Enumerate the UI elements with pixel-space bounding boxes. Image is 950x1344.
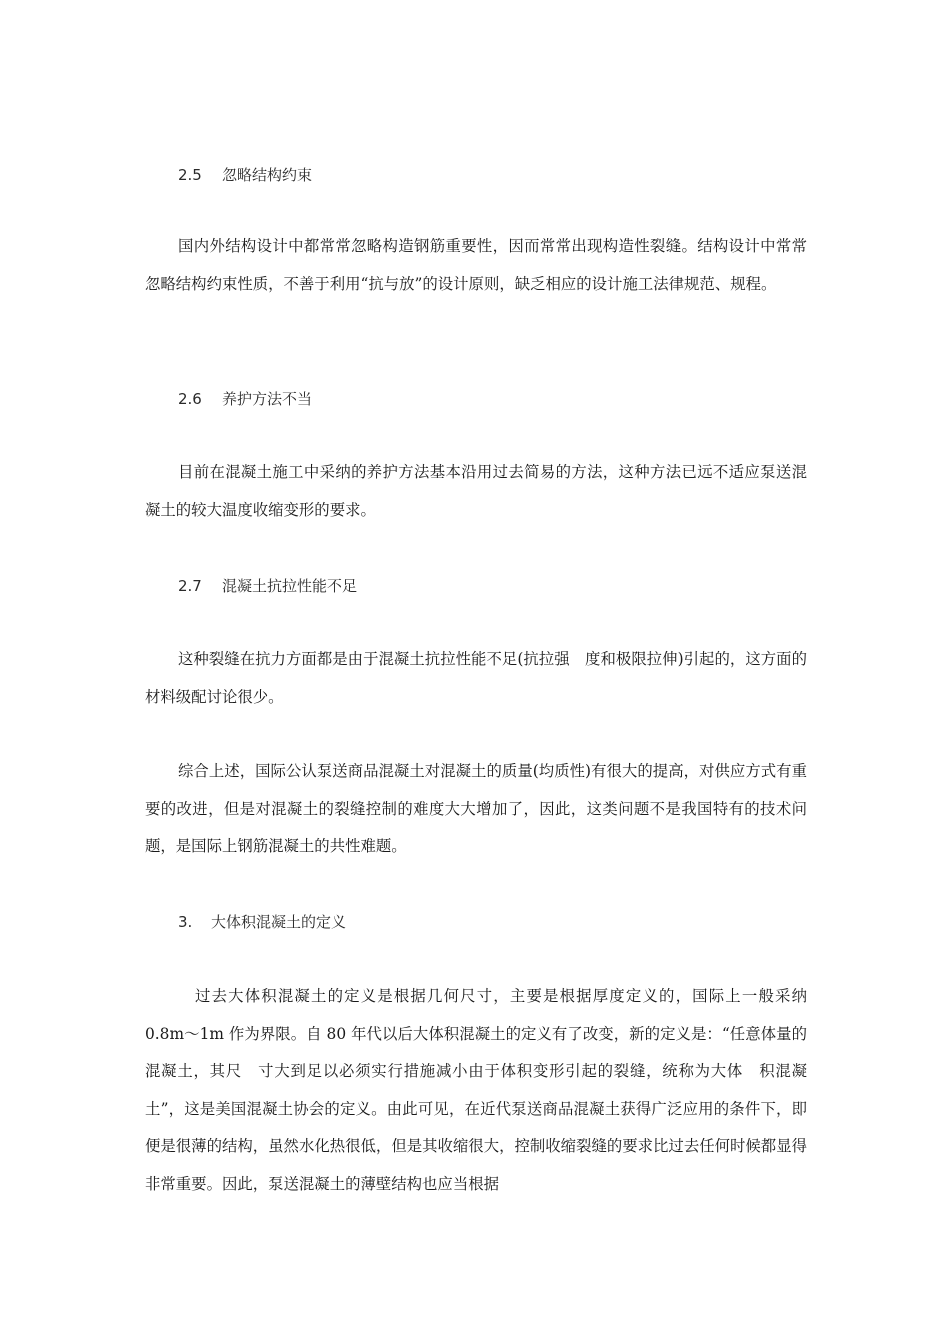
section-title: 大体积混凝土的定义 xyxy=(211,913,347,931)
section-title: 忽略结构约束 xyxy=(222,166,313,184)
paragraph-tensile-performance: 这种裂缝在抗力方面都是由于混凝土抗拉性能不足(抗拉强 度和极限拉伸)引起的，这方面的材料级配讨论很少。 xyxy=(145,650,807,706)
section-title: 养护方法不当 xyxy=(222,390,313,408)
section-title: 混凝土抗拉性能不足 xyxy=(222,577,358,595)
section-heading-2-5 xyxy=(178,164,312,185)
section-heading-2-6 xyxy=(178,388,312,409)
paragraph-mass-concrete-definition: 过去大体积混凝土的定义是根据几何尺寸，主要是根据厚度定义的，国际上一般采纳 0.8m～1m 作为界限。自 80 年代以后大体积混凝土的定义有了改变，新的定义是：“任意体量的混凝土，其尺 寸大到足以必须实行措施减小由于体积变形引起的裂缝，统称为大体 积混凝土”，这是美国混凝土协会的定义。由此可见，在近代泵送商品混凝土获得广泛应用的条件下，即便是很薄的结构，虽然水化热很低，但是其收缩很大，控制收缩裂缝的要求比过去任何时候都显得非常重要。因此，泵送混凝土的薄壁结构也应当根据 xyxy=(145,987,807,1193)
section-number: 2.7 xyxy=(178,577,202,595)
section-heading-2-7 xyxy=(178,575,357,596)
section-heading-3 xyxy=(178,911,346,932)
paragraph-curing-method: 目前在混凝土施工中采纳的养护方法基本沿用过去简易的方法，这种方法已远不适应泵送混凝土的较大温度收缩变形的要求。 xyxy=(145,463,807,519)
section-number: 3. xyxy=(178,913,193,931)
section-number: 2.5 xyxy=(178,166,202,184)
section-number: 2.6 xyxy=(178,390,202,408)
paragraph-structural-constraint: 国内外结构设计中都常常忽略构造钢筋重要性，因而常常出现构造性裂缝。结构设计中常常忽略结构约束性质，不善于利用“抗与放”的设计原则，缺乏相应的设计施工法律规范、规程。 xyxy=(145,237,807,293)
paragraph-summary: 综合上述，国际公认泵送商品混凝土对混凝土的质量(均质性)有很大的提高，对供应方式有重要的改进，但是对混凝土的裂缝控制的难度大大增加了，因此，这类问题不是我国特有的技术问题，是国际上钢筋混凝土的共性难题。 xyxy=(145,762,807,855)
